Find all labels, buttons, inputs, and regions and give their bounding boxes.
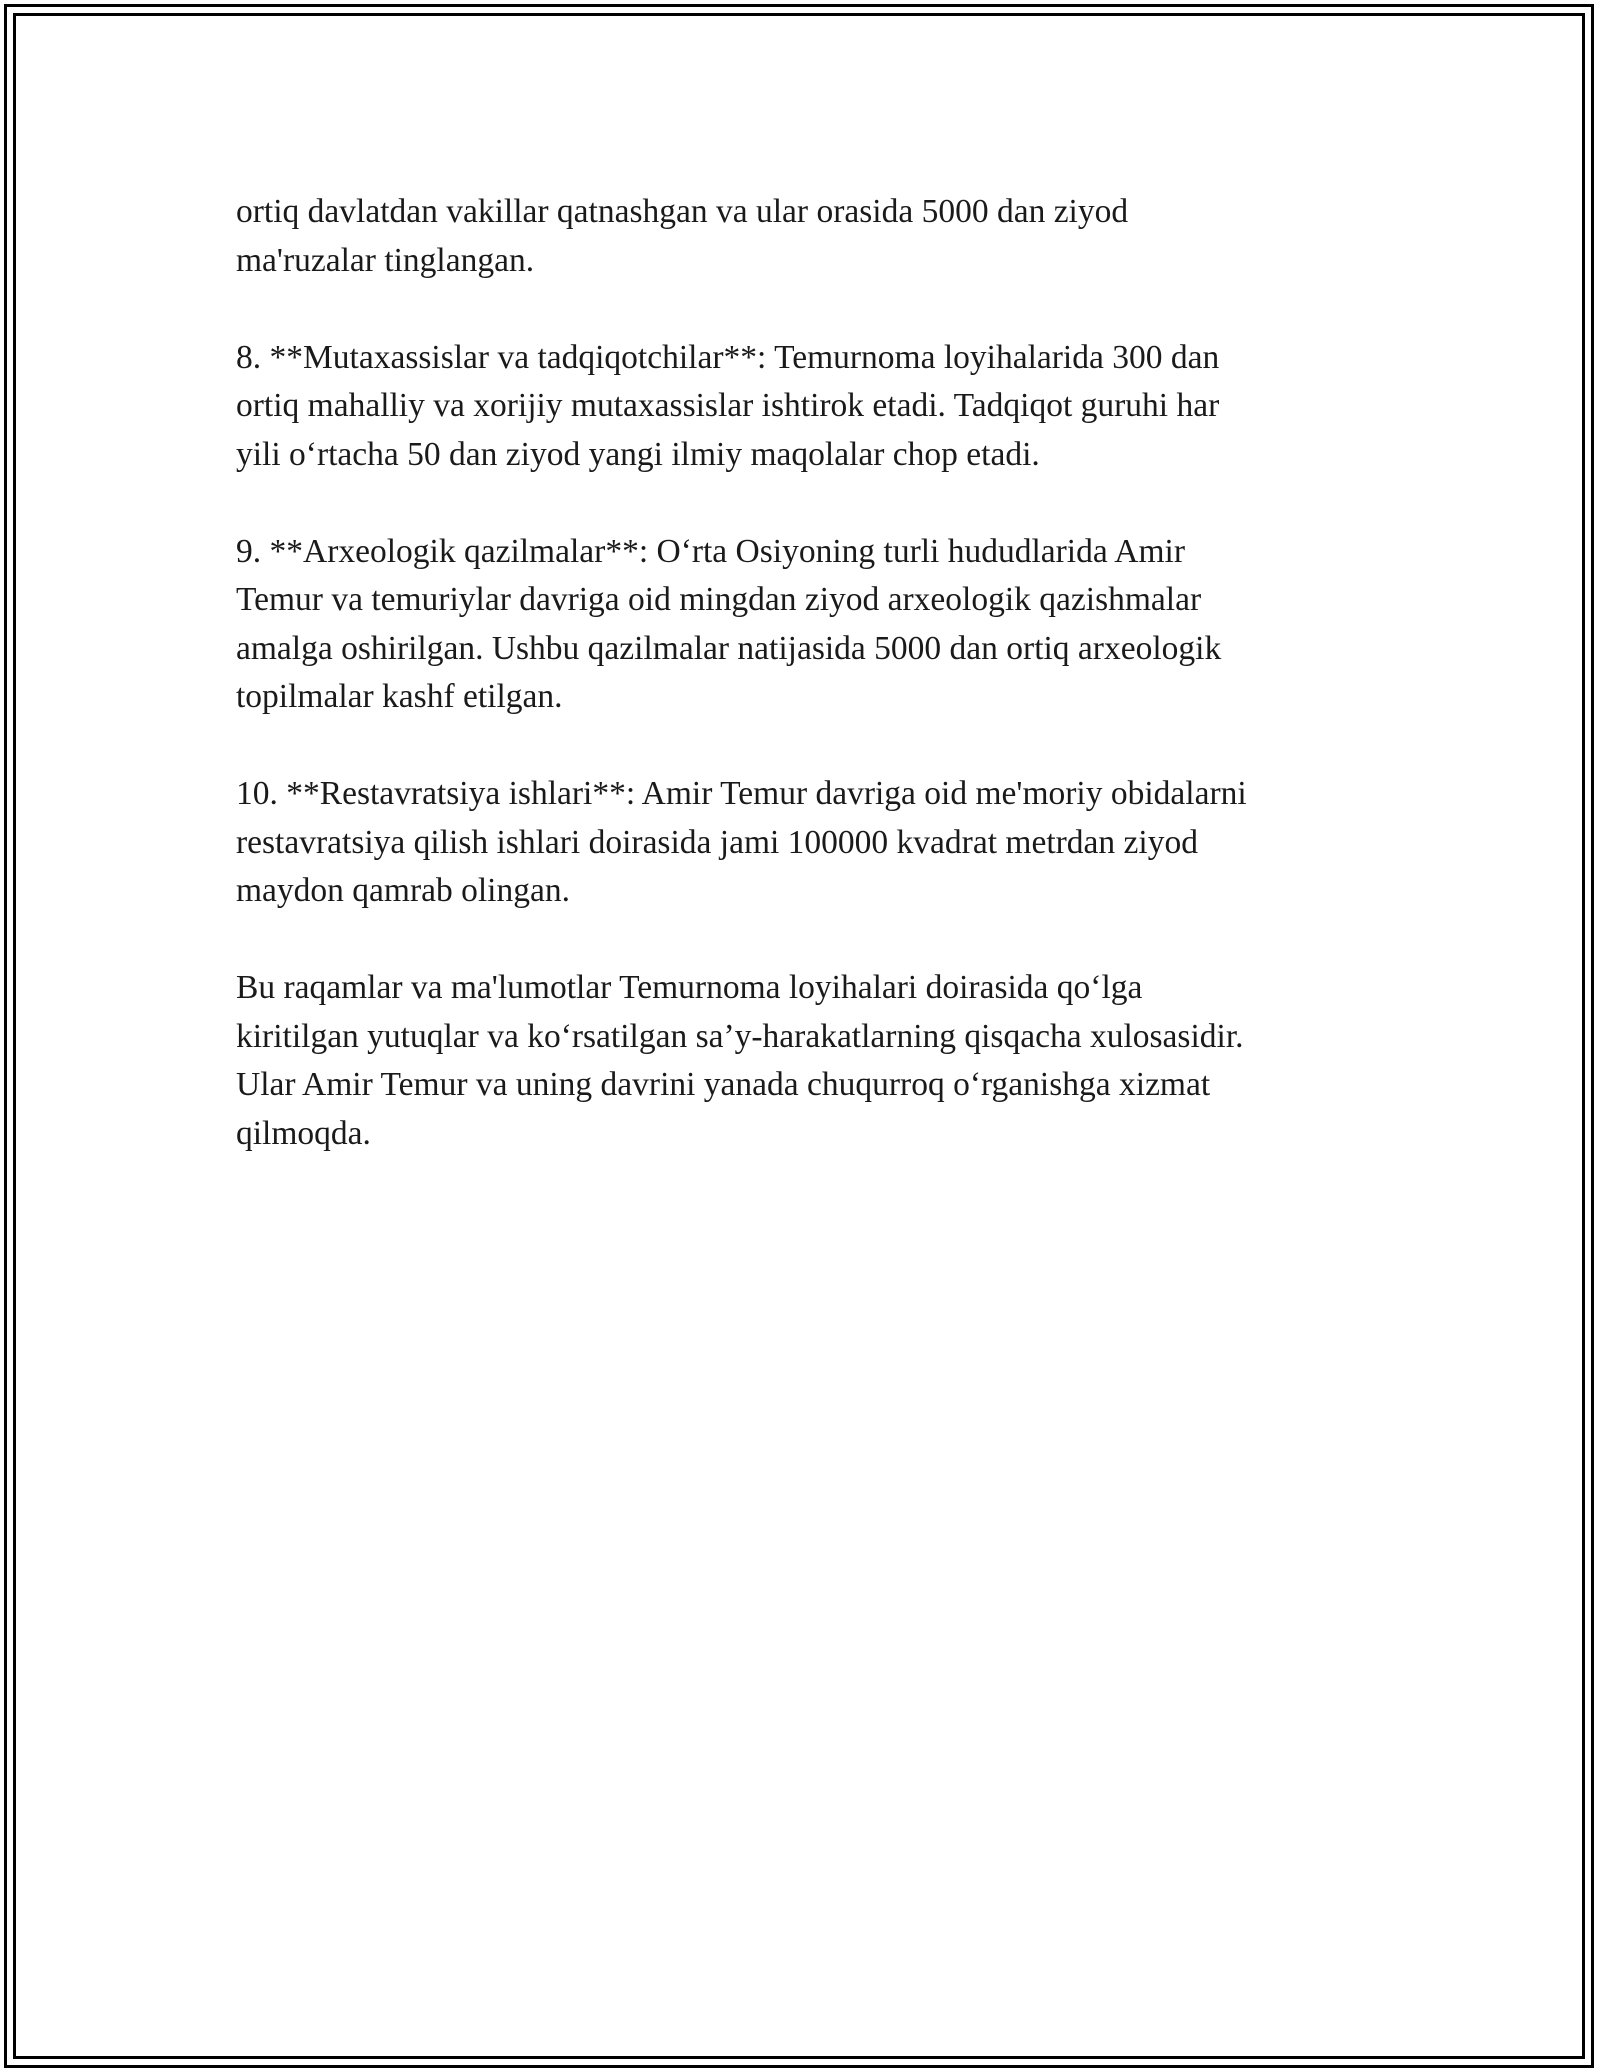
- text-line: restavratsiya qilish ishlari doirasida jami 100000 kvadrat metrdan ziyod: [236, 823, 1198, 861]
- text-line: ma'ruzalar tinglangan.: [236, 241, 535, 279]
- paragraph-item-9: [236, 528, 1366, 722]
- text-line: Ular Amir Temur va uning davrini yanada chuqurroq o‘rganishga xizmat: [236, 1066, 1211, 1103]
- paragraph-conclusion: [236, 964, 1366, 1158]
- text-line: ortiq davlatdan vakillar qatnashgan va ular orasida 5000 dan ziyod: [236, 193, 1129, 230]
- text-line: Bu raqamlar va ma'lumotlar Temurnoma loyihalari doirasida qo‘lga: [236, 969, 1143, 1006]
- text-line: qilmoqda.: [236, 1114, 371, 1152]
- text-line: yili o‘rtacha 50 dan ziyod yangi ilmiy maqolalar chop etadi.: [236, 435, 1040, 473]
- text-line: 8. **Mutaxassislar va tadqiqotchilar**: Temurnoma loyihalarida 300 dan: [236, 338, 1220, 376]
- paragraph-continuation: [236, 188, 1366, 285]
- text-line: topilmalar kashf etilgan.: [236, 678, 563, 715]
- text-line: 10. **Restavratsiya ishlari**: Amir Temur davriga oid me'moriy obidalarni: [236, 775, 1247, 812]
- text-line: Temur va temuriylar davriga oid mingdan ziyod arxeologik qazishmalar: [236, 581, 1202, 618]
- paragraph-item-8: [236, 334, 1366, 480]
- text-line: ortiq mahalliy va xorijiy mutaxassislar ishtirok etadi. Tadqiqot guruhi har: [236, 387, 1220, 424]
- text-line: 9. **Arxeologik qazilmalar**: O‘rta Osiyoning turli hududlarida Amir: [236, 532, 1185, 570]
- document-body: [236, 188, 1366, 1207]
- paragraph-item-10: [236, 770, 1366, 916]
- text-line: amalga oshirilgan. Ushbu qazilmalar natijasida 5000 dan ortiq arxeologik: [236, 629, 1222, 667]
- text-line: maydon qamrab olingan.: [236, 872, 570, 909]
- text-line: kiritilgan yutuqlar va ko‘rsatilgan sa’y-harakatlarning qisqacha xulosasidir.: [236, 1017, 1244, 1055]
